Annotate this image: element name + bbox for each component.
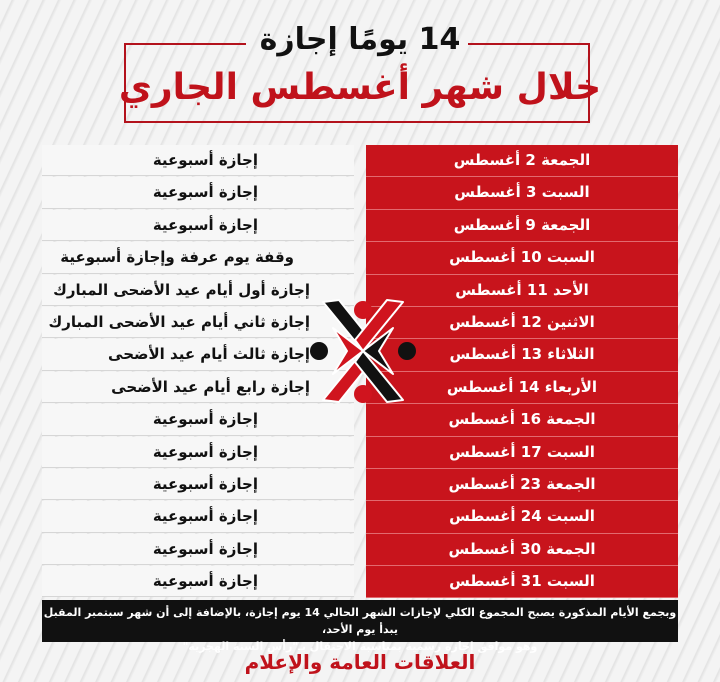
description-cell: إجازة أسبوعية	[42, 566, 354, 597]
date-cell: السبت 24 أغسطس	[366, 501, 678, 533]
description-cell: إجازة أسبوعية	[42, 145, 354, 176]
date-cell: السبت 31 أغسطس	[366, 566, 678, 598]
note-box	[42, 600, 678, 653]
description-cell: إجازة أسبوعية	[42, 177, 354, 208]
table-row	[42, 566, 678, 598]
table-row	[42, 145, 678, 177]
table-row	[42, 210, 678, 242]
description-cell: إجازة ثاني أيام عيد الأضحى المبارك	[42, 307, 354, 338]
date-cell: السبت 3 أغسطس	[366, 177, 678, 209]
description-cell: إجازة أسبوعية	[42, 501, 354, 532]
description-cell: إجازة ثالث أيام عيد الأضحى	[42, 339, 354, 370]
red-black-star-logo-icon	[305, 288, 421, 414]
description-cell: وقفة يوم عرفة وإجازة أسبوعية	[42, 242, 354, 273]
page-title: 14 يومًا إجازة	[259, 22, 461, 57]
description-cell: إجازة رابع أيام عيد الأضحى	[42, 372, 354, 403]
table-row	[42, 469, 678, 501]
date-cell: الجمعة 9 أغسطس	[366, 210, 678, 242]
description-cell: إجازة أسبوعية	[42, 469, 354, 500]
table-row	[42, 501, 678, 533]
date-cell: الجمعة 2 أغسطس	[366, 145, 678, 177]
date-cell: السبت 17 أغسطس	[366, 437, 678, 469]
date-cell: الجمعة 30 أغسطس	[366, 534, 678, 566]
note-line: وهو موافق إجازة رسمية بمناسبة الاحتفال بـ"رأس السنة الهجرية"	[182, 640, 538, 653]
note-line: وبجمع الأيام المذكورة يصبح المجموع الكلي لإجازات الشهر الحالي 14 يوم إجازة، بالإضافة إلى أن شهر سبتمبر المقبل يبدأ يوم الأحد،	[43, 606, 677, 636]
date-cell: الاثنين 12 أغسطس	[366, 307, 678, 339]
table-row	[42, 177, 678, 209]
date-cell: الجمعة 23 أغسطس	[366, 469, 678, 501]
date-cell: الجمعة 16 أغسطس	[366, 404, 678, 436]
description-cell: إجازة أسبوعية	[42, 437, 354, 468]
date-cell: الأحد 11 أغسطس	[366, 275, 678, 307]
footer-department: العلاقات العامة والإعلام	[244, 650, 476, 674]
description-cell: إجازة أول أيام عيد الأضحى المبارك	[42, 275, 354, 306]
date-cell: الأربعاء 14 أغسطس	[366, 372, 678, 404]
table-row	[42, 242, 678, 274]
description-cell: إجازة أسبوعية	[42, 404, 354, 435]
table-row	[42, 534, 678, 566]
date-cell: الثلاثاء 13 أغسطس	[366, 339, 678, 371]
page-subtitle: خلال شهر أغسطس الجاري	[118, 67, 602, 108]
table-row	[42, 437, 678, 469]
description-cell: إجازة أسبوعية	[42, 210, 354, 241]
date-cell: السبت 10 أغسطس	[366, 242, 678, 274]
description-cell: إجازة أسبوعية	[42, 534, 354, 565]
